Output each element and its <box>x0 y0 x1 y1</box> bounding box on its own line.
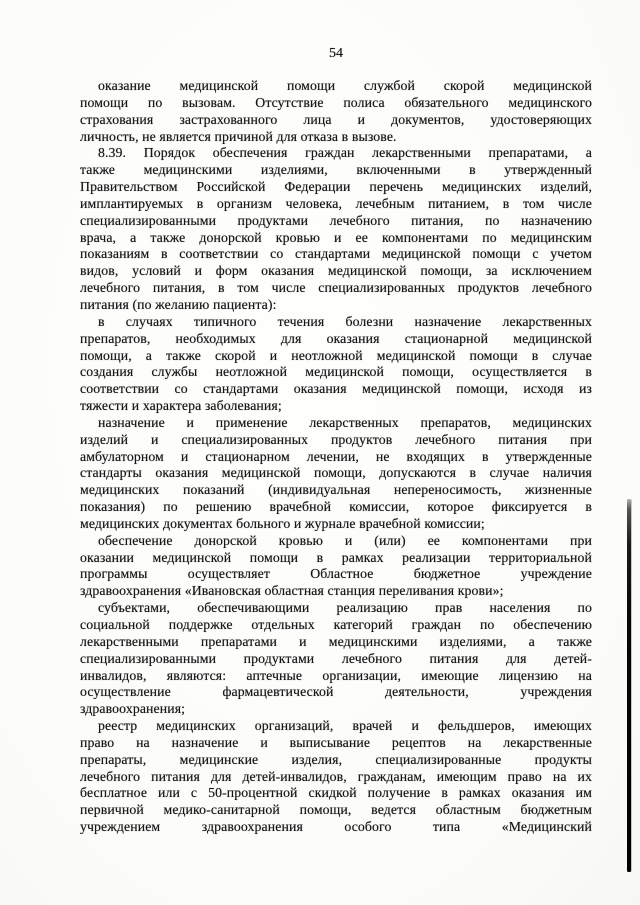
text-line: страхования застрахованного лица и документов, удостоверяющих <box>80 111 592 127</box>
text-line: имплантируемых в организм человека, лечебным питанием, в том числе <box>80 195 592 211</box>
text-line: видов, условий и форм оказания медицинской помощи, за исключением <box>80 263 592 279</box>
text-line: первичной медико-санитарной помощи, ведется областным бюджетным <box>80 802 592 818</box>
text-line: здравоохранения «Ивановская областная станция переливания крови»; <box>80 583 504 599</box>
text-line: медицинских показаний (индивидуальная непереносимость, жизненные <box>80 482 592 498</box>
text-line: помощи по вызовам. Отсутствие полиса обязательного медицинского <box>80 94 592 110</box>
text-line: социальной поддержке отдельных категорий граждан по обеспечению <box>80 617 592 632</box>
text-line: тяжести и характера заболевания; <box>80 398 282 414</box>
text-line: 8.39. Порядок обеспечения граждан лекарственными препаратами, а <box>98 145 592 161</box>
text-line: личность, не является причиной для отказа в вызове. <box>80 128 397 144</box>
text-line: создания службы неотложной медицинской помощи, осуществляется в <box>80 364 592 380</box>
text-line: амбулаторном и стационарном лечении, не входящих в утвержденные <box>80 448 592 464</box>
text-line: питания (по желанию пациента): <box>80 296 277 312</box>
text-line: изделий и специализированных продуктов лечебного питания при <box>80 431 592 447</box>
text-line: программы осуществляет Областное бюджетное учреждение <box>80 566 592 582</box>
document-text <box>80 78 592 836</box>
text-line: инвалидов, являются: аптечные организации, имеющие лицензию на <box>80 667 592 683</box>
text-line: препараты, медицинские изделия, специализированные продукты <box>80 751 592 767</box>
text-line: лечебного питания, в том числе специализированных продуктов лечебного <box>80 280 592 296</box>
text-line: стандарты оказания медицинской помощи, допускаются в случае наличия <box>80 465 592 481</box>
text-line: специализированными продуктами лечебного питания, по назначению <box>80 212 592 228</box>
text-line: реестр медицинских организаций, врачей и фельдшеров, имеющих <box>98 718 592 734</box>
text-line: соответствии со стандартами оказания медицинской помощи, исходя из <box>80 381 592 397</box>
page-number: 54 <box>329 46 343 61</box>
text-line: осуществление фармацевтической деятельности, учреждения <box>80 684 592 700</box>
text-line: также медицинскими изделиями, включенными в утвержденный <box>80 162 592 178</box>
text-line: помощи, а также скорой и неотложной медицинской помощи в случае <box>80 347 592 363</box>
text-line: лекарственными препаратами и медицинскими изделиями, а также <box>80 633 592 649</box>
text-line: оказание медицинской помощи службой скорой медицинской <box>98 78 592 93</box>
text-line: субъектами, обеспечивающими реализацию прав населения по <box>98 600 592 616</box>
text-line: Правительством Российской Федерации перечень медицинских изделий, <box>80 179 592 195</box>
scan-artifact-line <box>627 499 631 872</box>
text-line: медицинских документах больного и журнале врачебной комиссии; <box>80 515 485 531</box>
text-line: показаниям в соответствии со стандартами медицинской помощи с учетом <box>80 246 592 262</box>
text-line: бесплатное или с 50-процентной скидкой получение в рамках оказания им <box>80 785 592 801</box>
text-line: здравоохранения; <box>80 701 186 717</box>
text-line: показания) по решению врачебной комиссии, которое фиксируется в <box>80 499 592 515</box>
text-line: обеспечение донорской кровью и (или) ее компонентами при <box>98 532 592 548</box>
text-line: право на назначение и выписывание рецептов на лекарственные <box>80 734 592 750</box>
text-line: в случаях типичного течения болезни назначение лекарственных <box>98 313 592 329</box>
text-line: препаратов, необходимых для оказания стационарной медицинской <box>80 330 592 346</box>
text-line: лечебного питания для детей-инвалидов, гражданам, имеющим право на их <box>80 768 592 784</box>
text-line: назначение и применение лекарственных препаратов, медицинских <box>98 414 592 430</box>
text-line: учреждением здравоохранения особого типа «Медицинский <box>80 819 592 835</box>
text-line: специализированными продуктами лечебного питания для детей- <box>80 650 592 666</box>
text-line: врача, а также донорской кровью и ее компонентами по медицинским <box>80 229 592 245</box>
text-line: оказании медицинской помощи в рамках реализации территориальной <box>80 549 592 565</box>
